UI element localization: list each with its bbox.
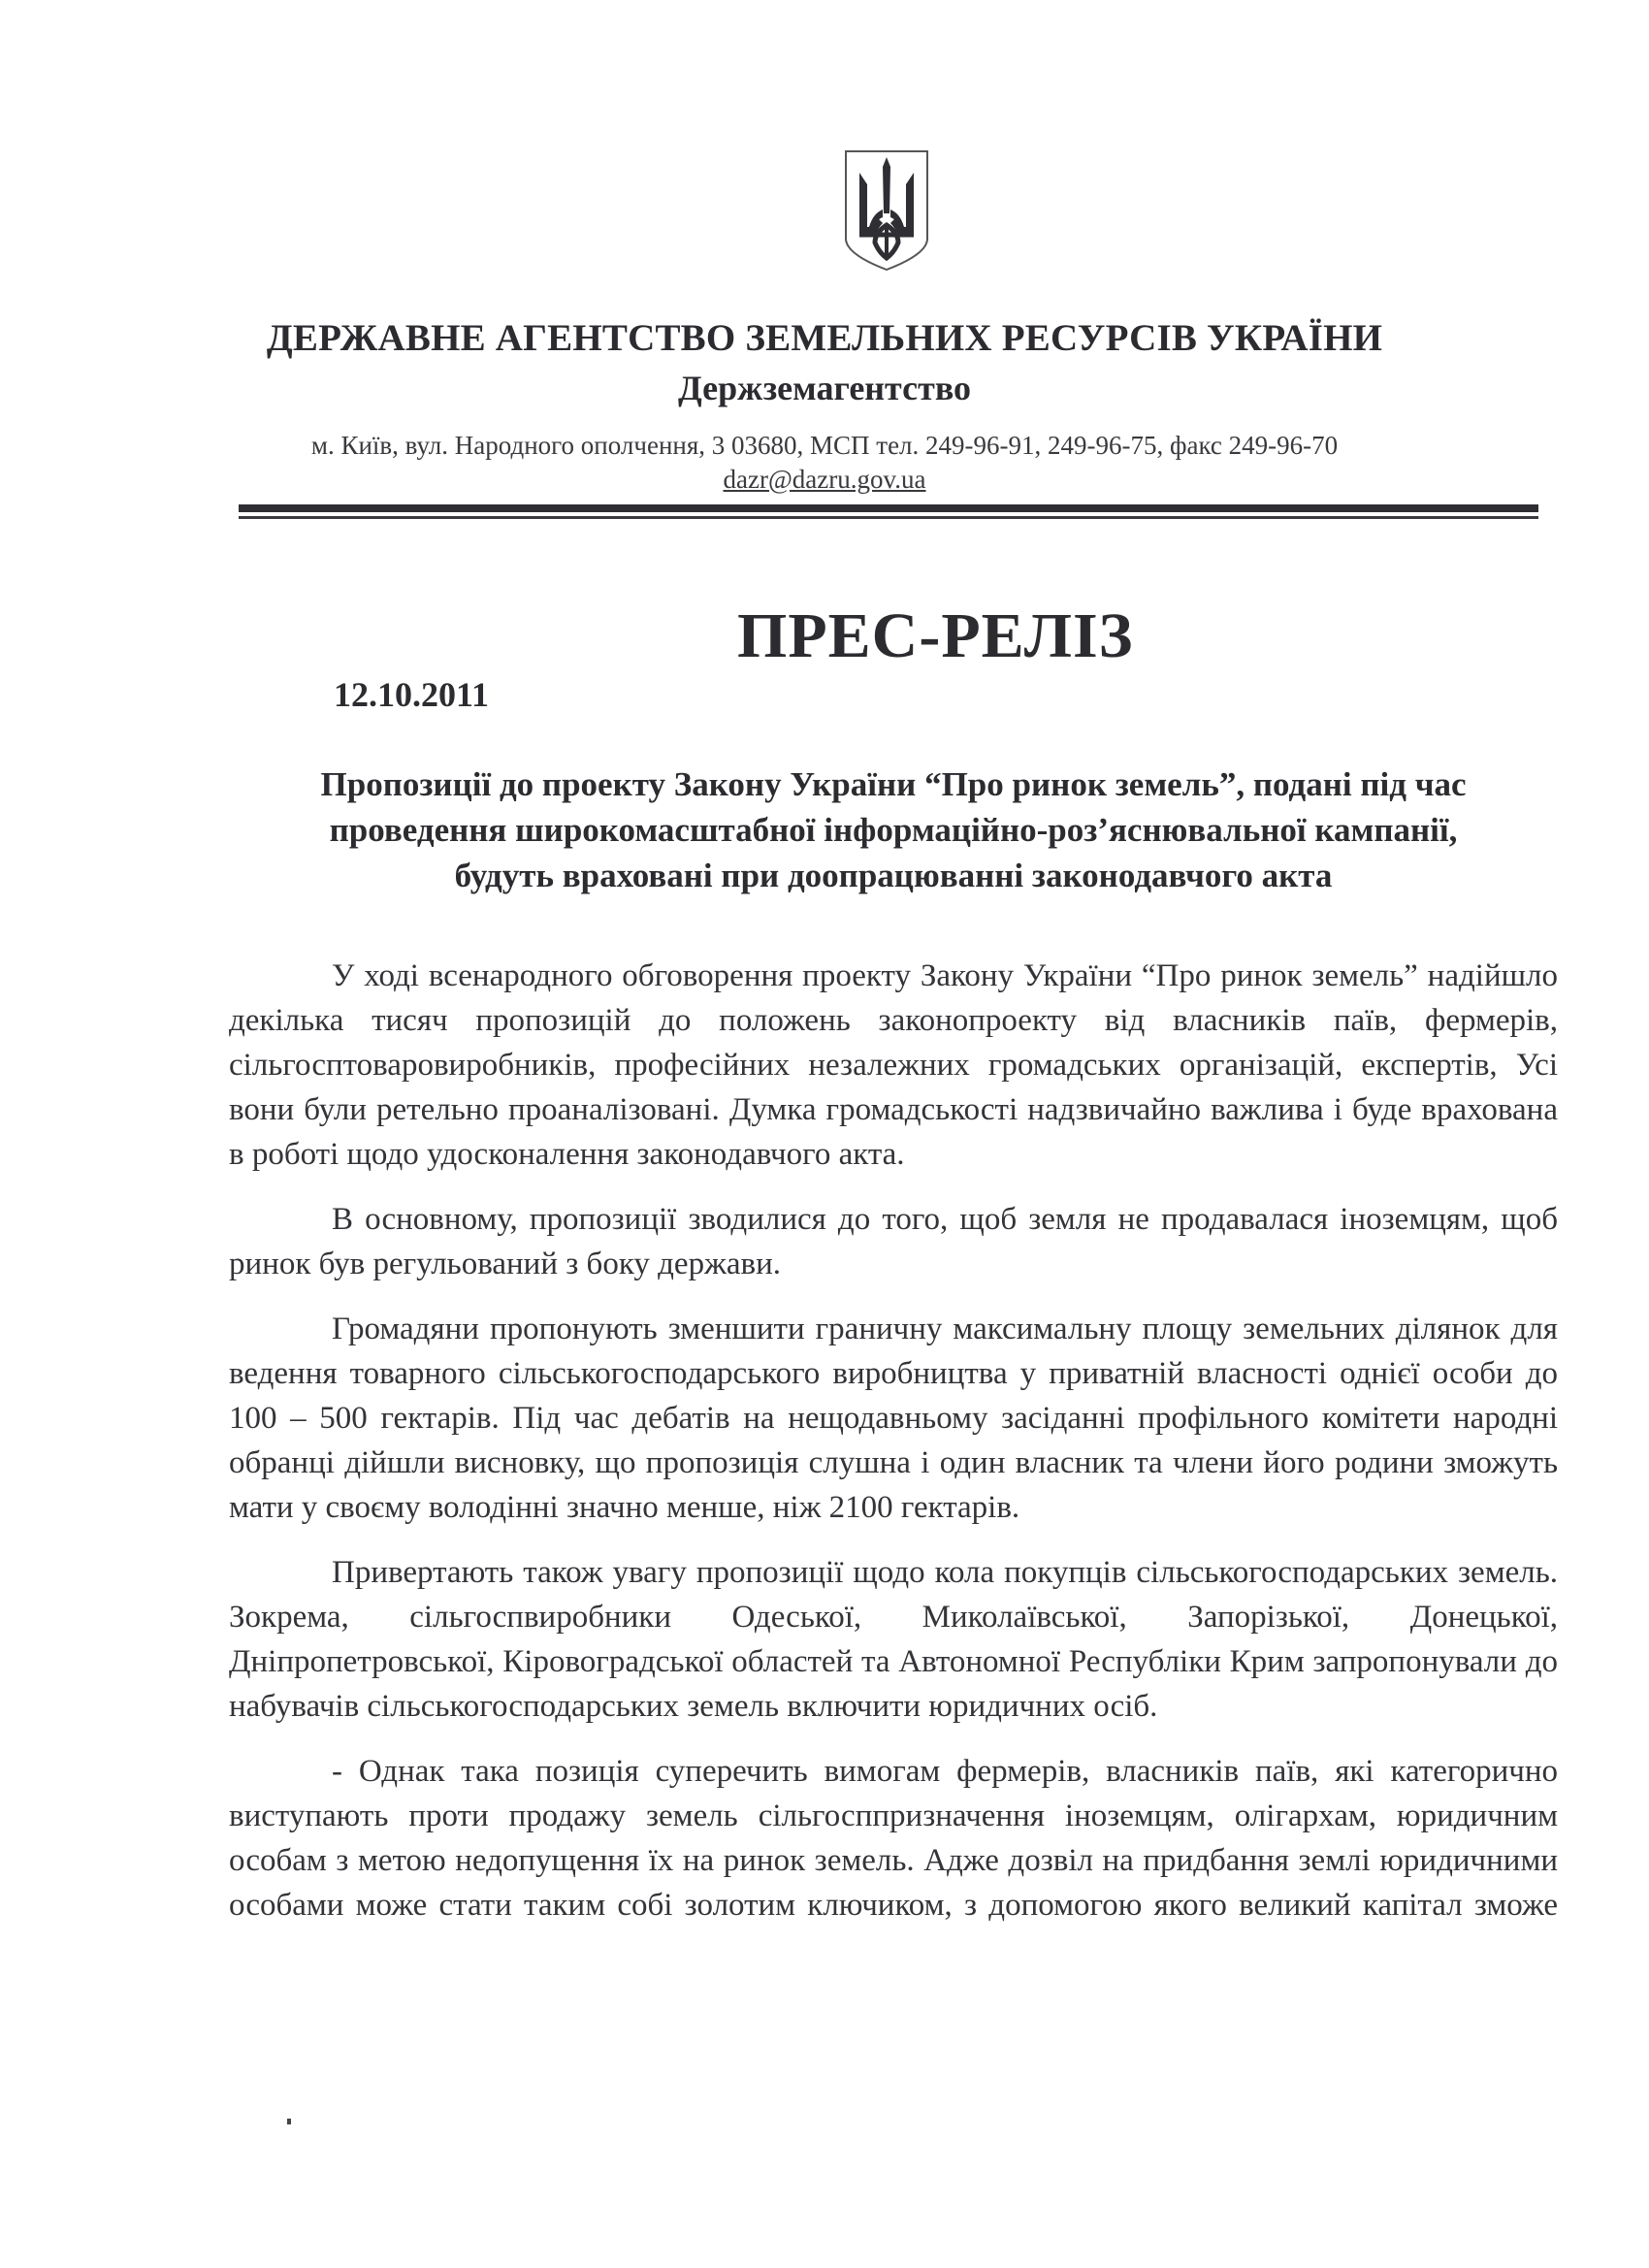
letterhead-divider-thick — [239, 504, 1538, 512]
press-release-headline — [229, 761, 1558, 898]
agency-email-line — [0, 465, 1649, 495]
body-paragraph: - Однак така позиція суперечить вимогам фермерів, власників паїв, які категорично виступають проти продажу земель сільгосппризначення іноземцям, олігархам, юридичним особам з метою недопущення їх на ринок земель. Адже дозвіл на придбання землі юридичними особами може стати таким собі золотим ключиком, з допомогою якого великий капітал зможе — [229, 1754, 1558, 1923]
headline-line: проведення широкомасштабної інформаційно-роз’яснювальної кампанії, — [329, 811, 1458, 849]
body-paragraph: Громадяни пропонують зменшити граничну максимальну площу земельних ділянок для ведення товарного сільськогосподарського виробництва у приватній власності однієї особи до 100 – 500 гектарів. Під час дебатів на нещодавньому засіданні профільного комітети народні обранці дійшли висновку, що пропозиція слушна і один власник та члени його родини зможуть мати у своєму володінні значно менше, ніж 2100 гектарів. — [229, 1312, 1558, 1525]
body-paragraph: В основному, пропозиції зводилися до того, щоб земля не продавалася іноземцям, щоб ринок був регульований з боку держави. — [229, 1202, 1558, 1281]
agency-address: м. Київ, вул. Народного ополчення, 3 03680, МСП тел. 249-96-91, 249-96-75, факс 249-96-70 — [310, 431, 1339, 460]
document-type-title: ПРЕС-РЕЛІЗ — [737, 600, 1134, 671]
agency-email-link[interactable]: dazr@dazru.gov.ua — [723, 465, 926, 494]
body-paragraph: Привертають також увагу пропозиції щодо кола покупців сільськогосподарських земель. Зокрема, сільгоспвиробники Одеської, Миколаївської, Запорізької, Донецької, Дніпропетровської, Кіровоградської областей та Автономної Республіки Крим запропонували до набувачів сільськогосподарських земель включити юридичних осіб. — [229, 1555, 1558, 1724]
headline-line: Пропозиції до проекту Закону України “Про ринок земель”, подані під час — [320, 765, 1467, 803]
coat-of-arms-icon — [840, 146, 933, 274]
letterhead-divider-thin — [239, 516, 1538, 519]
agency-name: ДЕРЖАВНЕ АГЕНТСТВО ЗЕМЕЛЬНИХ РЕСУРСІВ УКРАЇНИ — [266, 317, 1383, 359]
headline-line: будуть враховані при доопрацюванні законодавчого акта — [454, 857, 1333, 894]
document-date: 12.10.2011 — [334, 675, 490, 714]
body-paragraph: У ході всенародного обговорення проекту Закону України “Про ринок земель” надійшло декілька тисяч пропозицій до положень законопроекту від власників паїв, фермерів, сільгосптоваровиробників, професійних незалежних громадських організацій, експертів, Усі вони були ретельно проаналізовані. Думка громадськості надзвичайно важлива і буде врахована в роботі щодо удосконалення законодавчого акта. — [229, 958, 1558, 1172]
agency-short-name: Держземагентство — [677, 369, 972, 407]
scan-speck — [287, 2119, 291, 2124]
press-release-body — [229, 954, 1558, 1948]
